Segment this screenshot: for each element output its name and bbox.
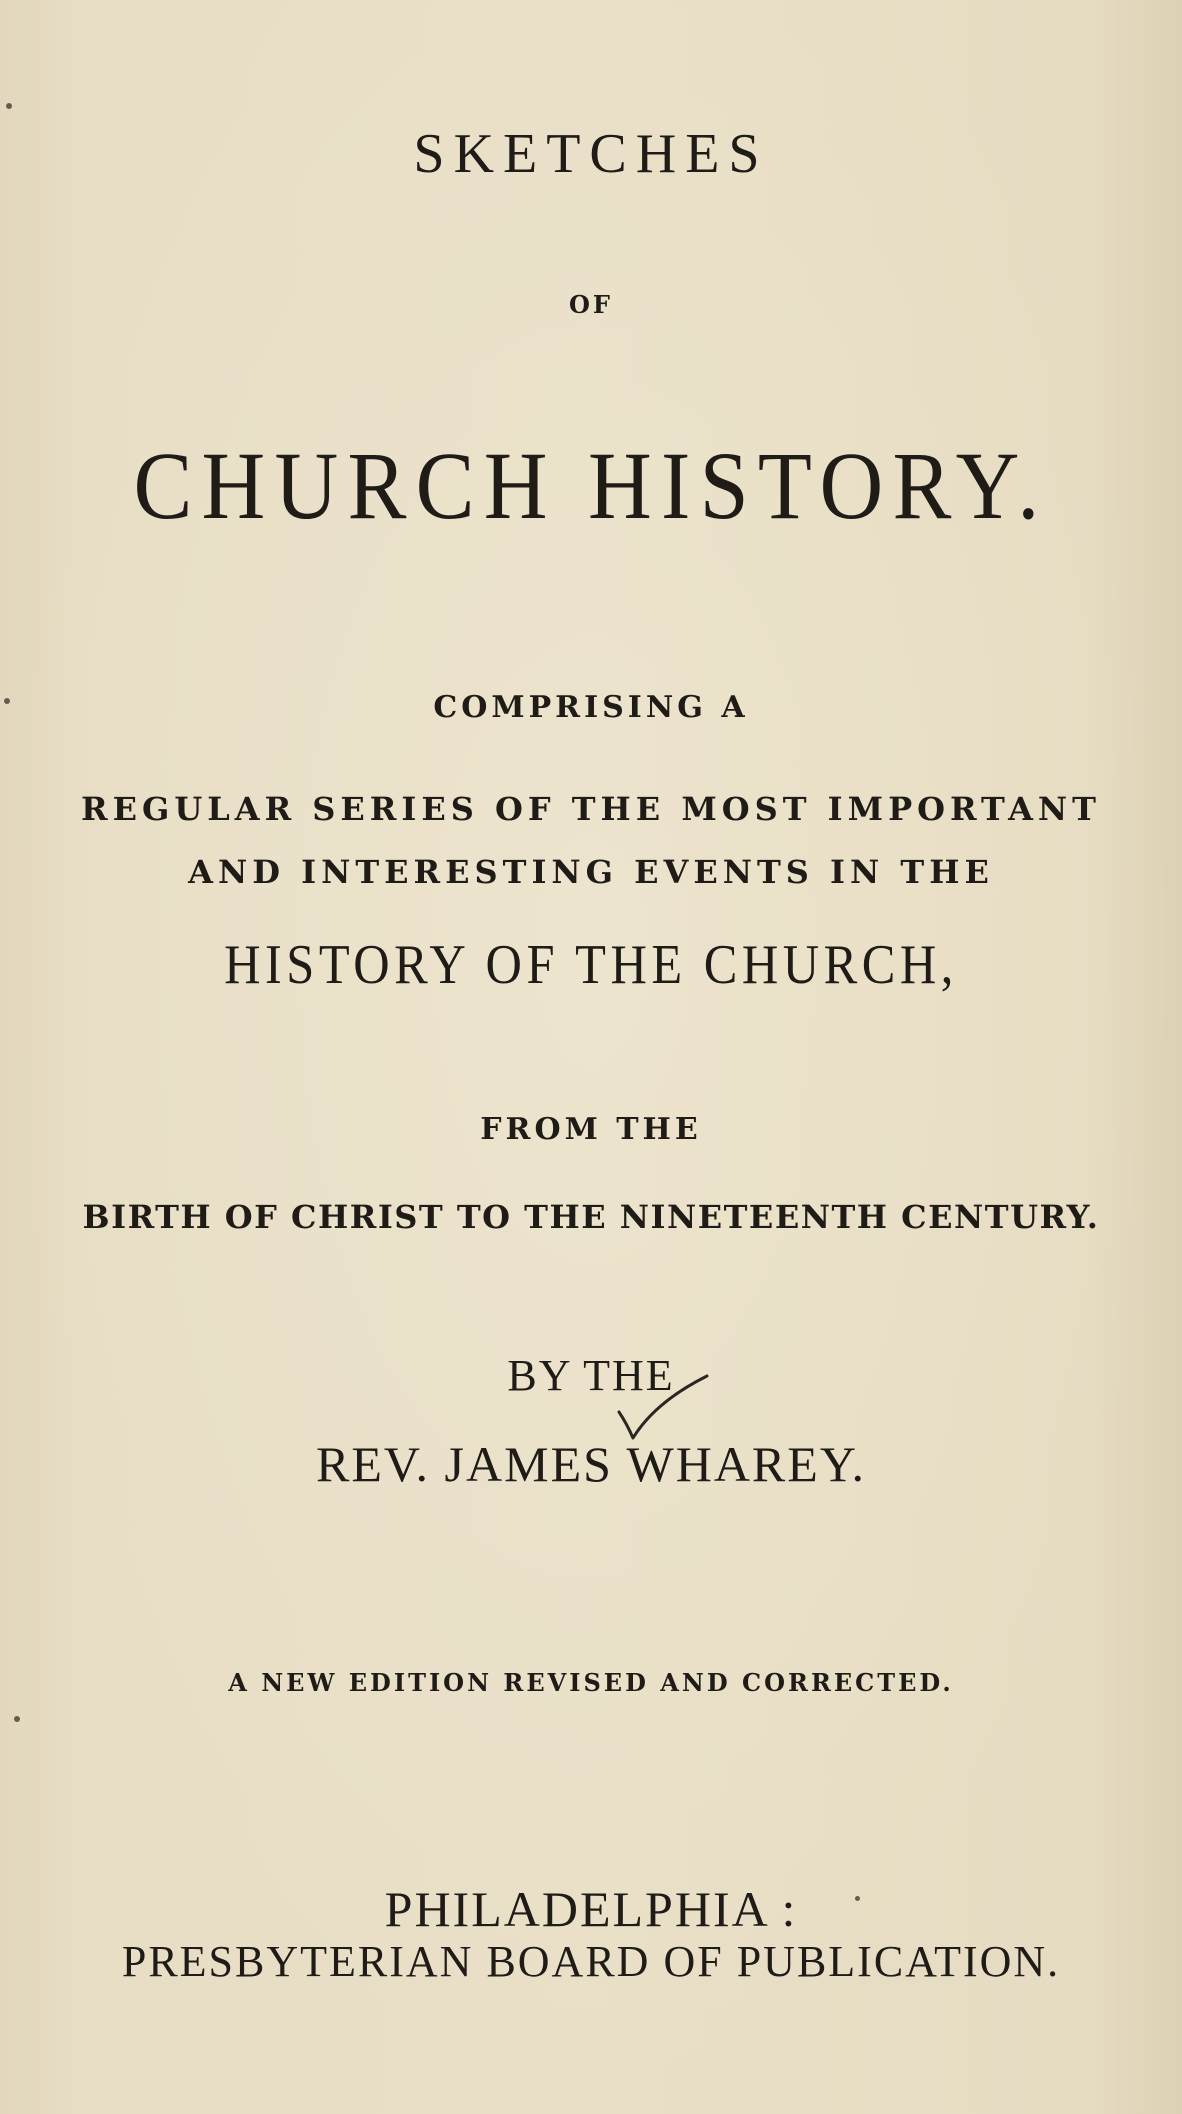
title-of: OF <box>569 290 613 319</box>
subtitle-period: BIRTH OF CHRIST TO THE NINETEENTH CENTURY. <box>82 1198 1100 1236</box>
subtitle-line-1: REGULAR SERIES OF THE MOST IMPORTANT <box>81 790 1101 828</box>
subtitle-history: HISTORY OF THE CHURCH, <box>224 934 958 996</box>
ink-speck <box>4 698 10 704</box>
ink-speck <box>6 103 12 109</box>
subtitle-line-2: AND INTERESTING EVENTS IN THE <box>188 853 994 891</box>
ink-speck <box>14 1716 20 1722</box>
main-title: CHURCH HISTORY. <box>133 432 1049 539</box>
byline-by-the: BY THE <box>507 1351 675 1400</box>
imprint-publisher: PRESBYTERIAN BOARD OF PUBLICATION. <box>121 1937 1061 1986</box>
ink-speck <box>855 1896 860 1901</box>
subtitle-comprising: COMPRISING A <box>433 690 749 725</box>
handwritten-checkmark-icon <box>615 1372 715 1444</box>
author-name: REV. JAMES WHAREY. <box>316 1436 866 1492</box>
subtitle-from-the: FROM THE <box>480 1112 702 1147</box>
imprint-place: PHILADELPHIA : <box>384 1881 798 1937</box>
edition-note: A NEW EDITION REVISED AND CORRECTED. <box>228 1668 954 1697</box>
title-sketches: SKETCHES <box>413 123 769 185</box>
